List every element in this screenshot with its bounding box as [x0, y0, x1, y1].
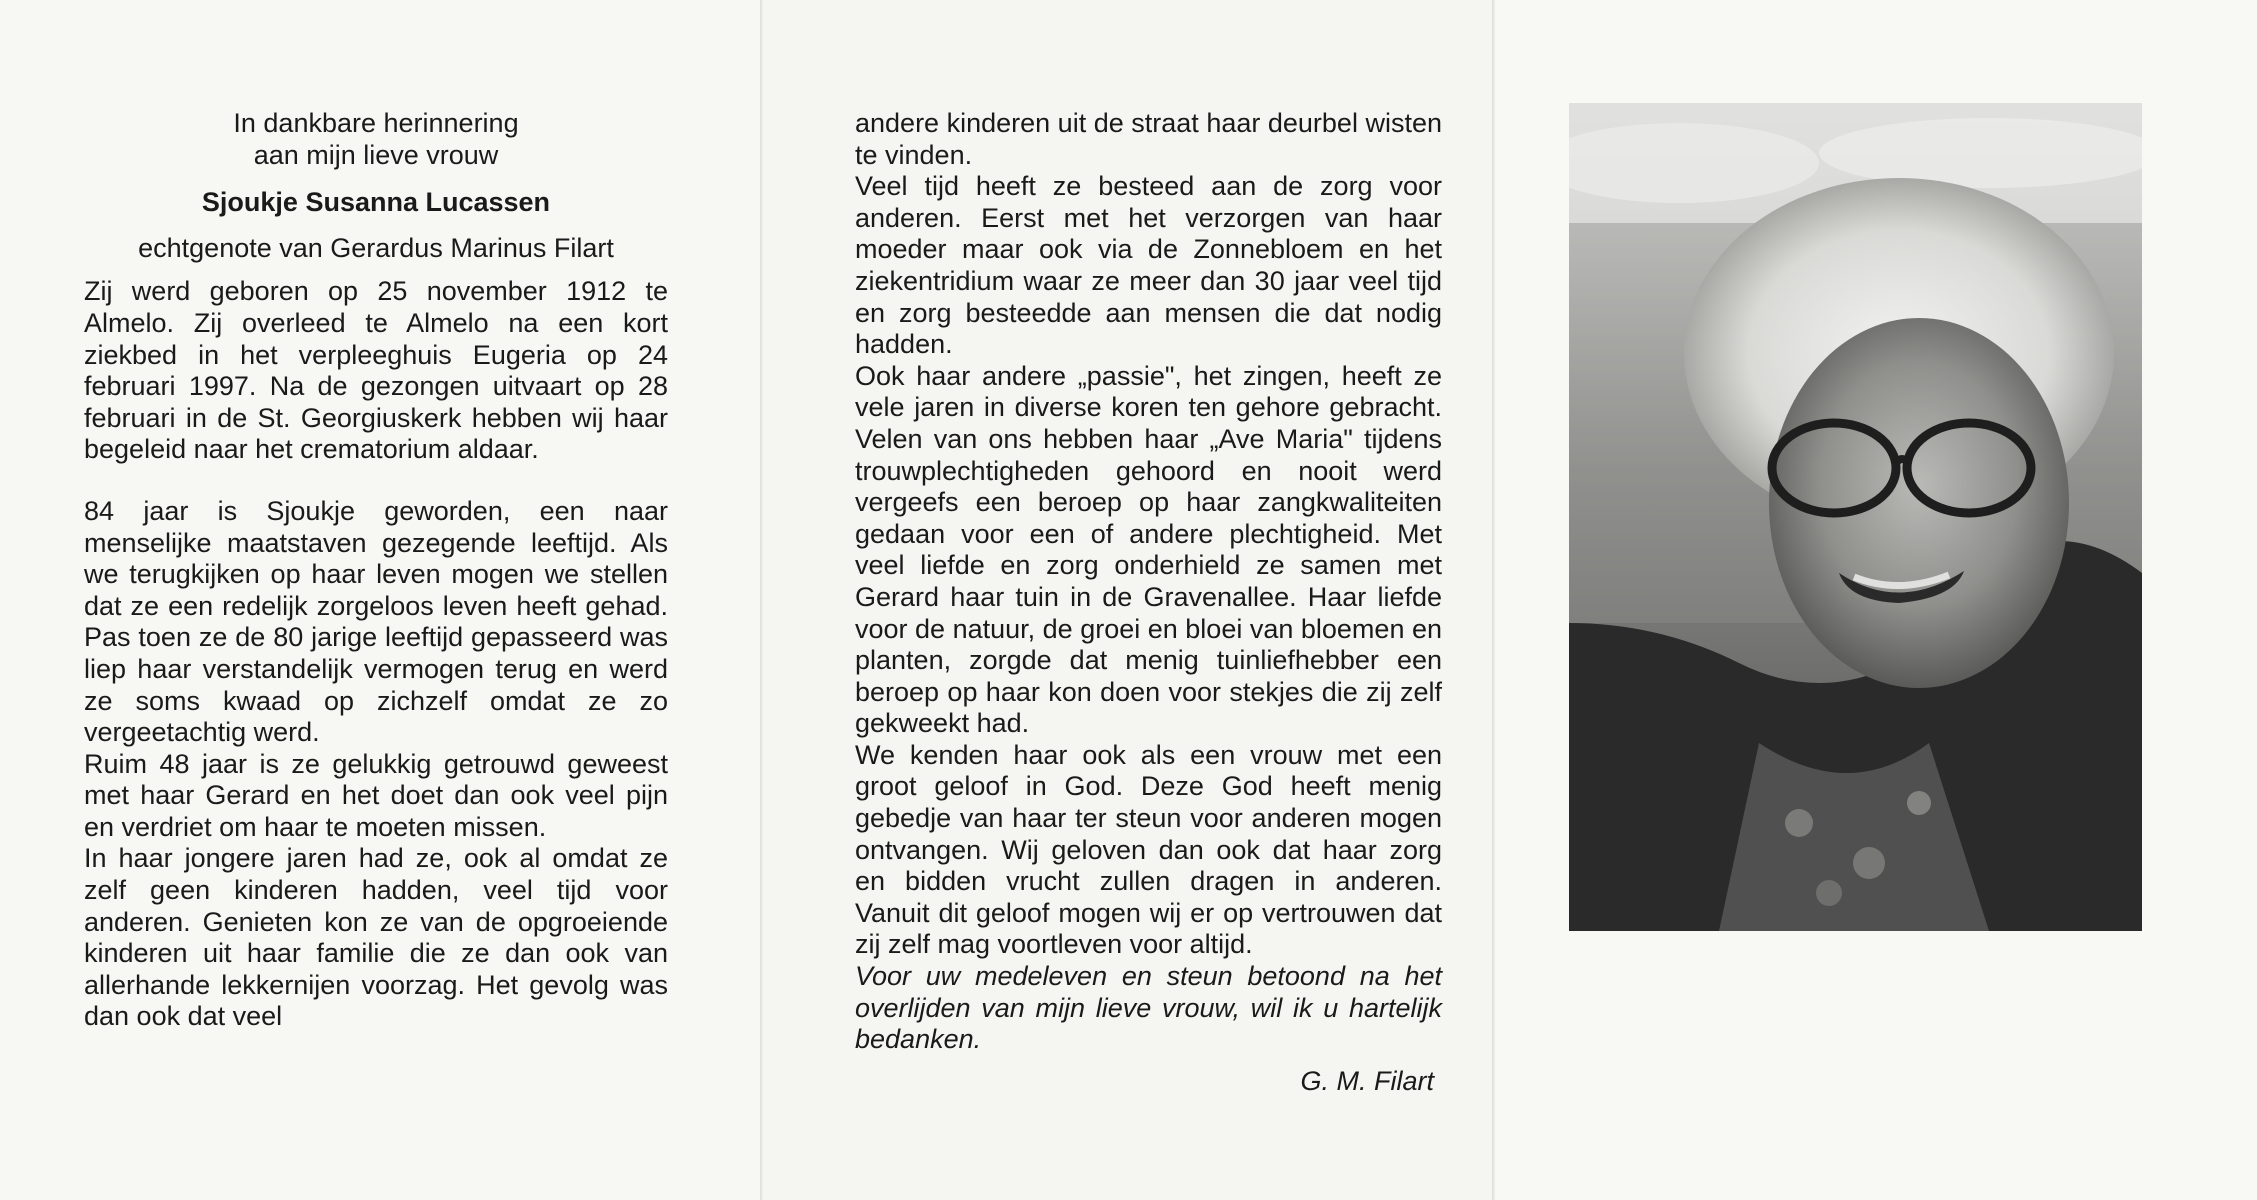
spouse-line: echtgenote van Gerardus Marinus Filart: [138, 232, 614, 263]
signature: G. M. Filart: [1300, 1065, 1434, 1096]
birth-death-paragraph: Zij werd geboren op 25 november 1912 te Almelo. Zij overleed te Almelo na een kort ziekbed in het verpleeghuis Eugeria op 24 februari 1997. Na de gezongen uitvaart op 28 februari in de St. Georgiuskerk hebben wij haar begeleid naar het crematorium aldaar.: [84, 276, 668, 465]
life-paragraph: 84 jaar is Sjoukje geworden, een naar menselijke maatstaven gezegende leeftijd. Als we terugkijken op haar leven mogen we stellen dat ze een redelijk zorgeloos leven heeft gehad. Pas toen ze de 80 jarige leeftijd gepasseerd was liep haar verstandelijk vermogen terug en werd ze soms kwaad op zichzelf omdat ze zo vergeetachtig werd.: [84, 495, 668, 748]
deceased-name: Sjoukje Susanna Lucassen: [201, 187, 551, 218]
portrait-photo: [1569, 103, 2142, 931]
portrait-image: [1569, 103, 2142, 931]
heading-line-1: In dankbare herinnering: [233, 108, 519, 138]
middle-column: [855, 108, 1442, 1097]
youth-paragraph: In haar jongere jaren had ze, ook al omdat ze zelf geen kinderen hadden, veel tijd voor anderen. Genieten kon ze van de opgroeiende kinderen uit haar familie die ze dan ook van allerhande lekkernijen voorzag. Het gevolg was dan ook dat veel: [84, 843, 668, 1032]
thanks-paragraph: Voor uw medeleven en steun betoond na het overlijden van mijn lieve vrouw, wil ik u hartelijk bedanken.: [855, 961, 1442, 1055]
left-column: [84, 108, 668, 1033]
heading-line-2: aan mijn lieve vrouw: [253, 139, 499, 170]
faith-paragraph: We kenden haar ook als een vrouw met een groot geloof in God. Deze God heeft menig gebedje van haar ter steun voor anderen mogen ontvangen. Wij geloven dan ook dat haar zorg en bidden vrucht zullen dragen in anderen. Vanuit dit geloof mogen wij er op vertrouwen dat zij zelf mag voortleven voor altijd.: [855, 739, 1442, 960]
marriage-paragraph: Ruim 48 jaar is ze gelukkig getrouwd geweest met haar Gerard en het doet dan ook veel pijn en verdriet om haar te moeten missen.: [84, 748, 668, 842]
fold-line-left: [760, 0, 763, 1200]
fold-line-right: [1492, 0, 1495, 1200]
continued-paragraph: andere kinderen uit de straat haar deurbel wisten te vinden.: [855, 108, 1442, 170]
passion-paragraph: Ook haar andere „passie", het zingen, heeft ze vele jaren in diverse koren ten gehore gebracht. Velen van ons hebben haar „Ave Maria" tijdens trouwplechtigheden gehoord en nooit werd vergeefs een beroep op haar zangkwaliteiten gedaan voor een of andere plechtigheid. Met veel liefde en zorg onderhield ze samen met Gerard haar tuin in de Gravenallee. Haar liefde voor de natuur, de groei en bloei van bloemen en planten, zorgde dat menig tuinliefhebber een beroep op haar kon doen voor stekjes die zij zelf gekweekt had.: [855, 360, 1442, 739]
care-paragraph: Veel tijd heeft ze besteed aan de zorg voor anderen. Eerst met het verzorgen van haar moeder maar ook via de Zonnebloem en het ziekentridium waar ze meer dan 30 jaar veel tijd en zorg besteedde aan mensen die dat nodig hadden.: [855, 171, 1442, 360]
